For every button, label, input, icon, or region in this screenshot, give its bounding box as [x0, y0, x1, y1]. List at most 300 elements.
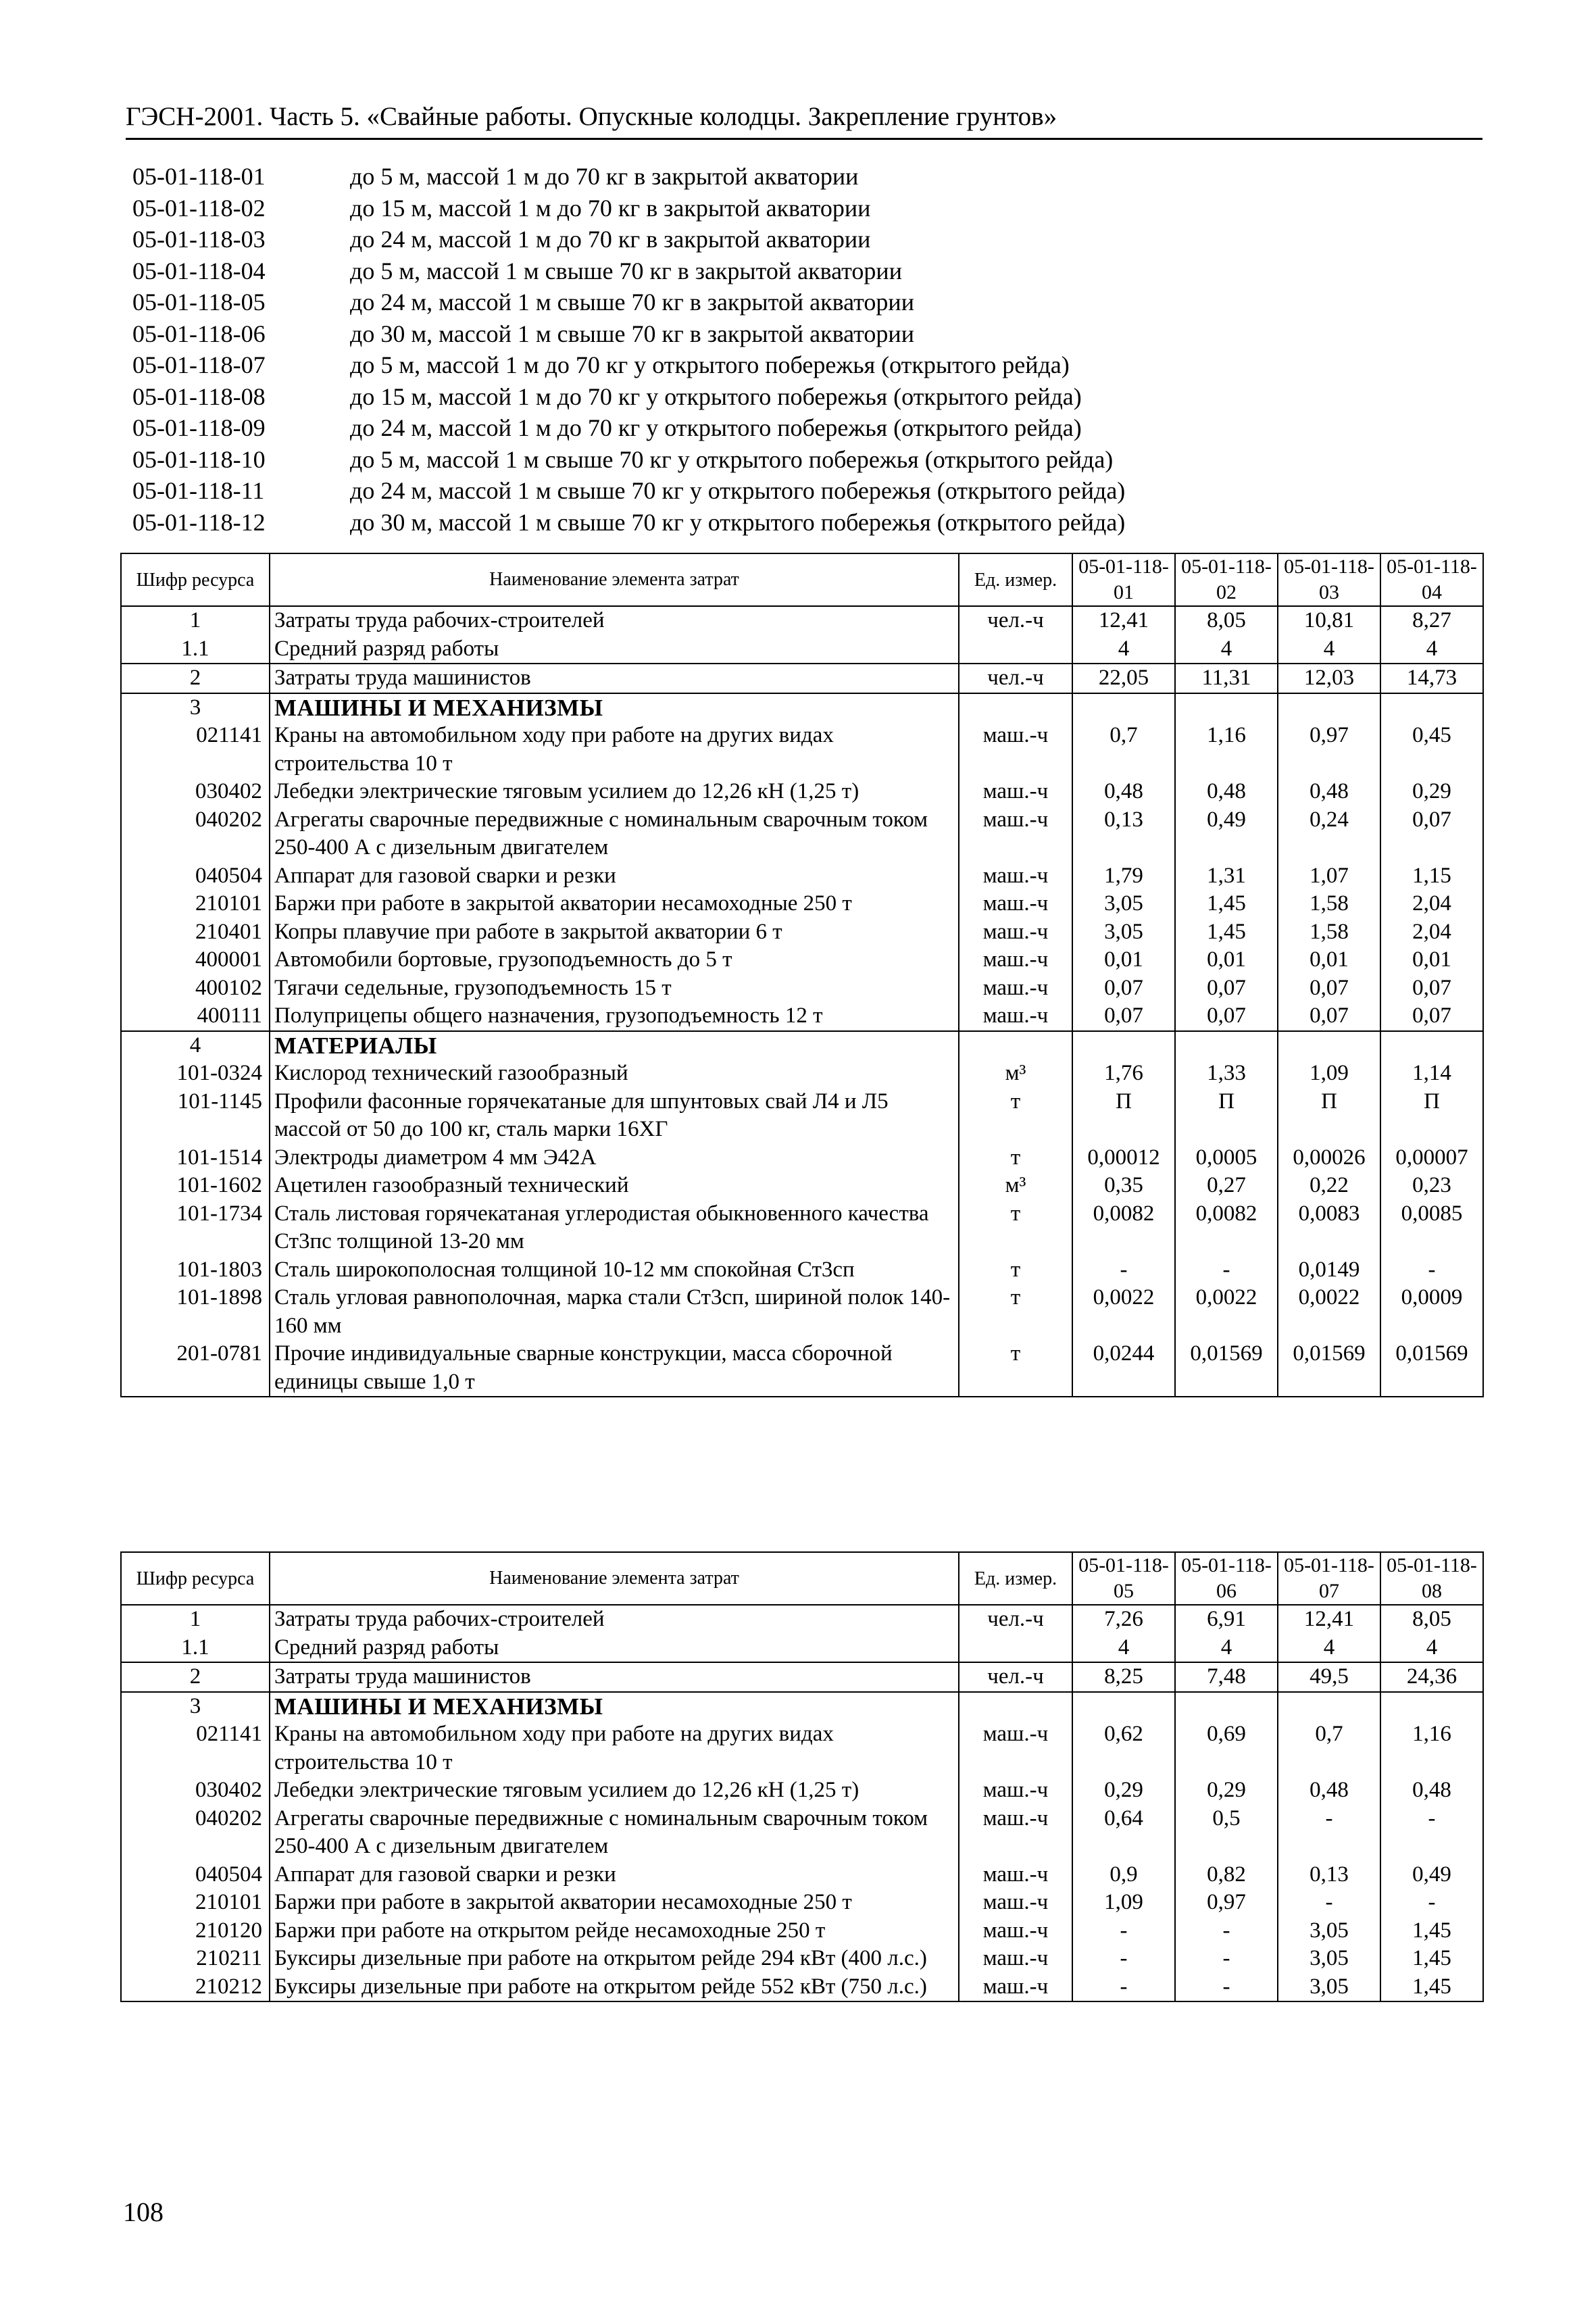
resource-unit: маш.-ч — [959, 1776, 1072, 1805]
resource-value: 8,27 — [1380, 606, 1483, 635]
resource-value: - — [1175, 1973, 1278, 2002]
resource-value: 4 — [1072, 635, 1175, 664]
resource-value: 0,64 — [1072, 1805, 1175, 1861]
table-row — [121, 693, 1483, 722]
resource-value: 0,07 — [1175, 1002, 1278, 1031]
header-code: Шифр ресурса — [121, 1552, 270, 1605]
resource-value: 7,48 — [1175, 1662, 1278, 1692]
code-number: 05-01-118-02 — [132, 194, 266, 222]
resource-code: 400102 — [121, 974, 270, 1003]
table-row — [121, 778, 1483, 806]
code-list-item — [132, 475, 1416, 507]
resource-unit: м³ — [959, 1060, 1072, 1088]
resource-unit: маш.-ч — [959, 1720, 1072, 1776]
resource-value: 1,76 — [1072, 1060, 1175, 1088]
resource-unit: т — [959, 1284, 1072, 1340]
code-list-item — [132, 507, 1416, 539]
resource-value: 49,5 — [1278, 1662, 1380, 1692]
resource-value: 0,49 — [1175, 806, 1278, 862]
code-description: до 5 м, массой 1 м до 70 кг у открытого побережья (открытого рейда) — [350, 351, 1070, 378]
resource-table-2 — [120, 1551, 1484, 2002]
header-column: 05-01-118-08 — [1380, 1552, 1483, 1605]
resource-code: 2 — [121, 664, 270, 693]
resource-value: 0,0022 — [1072, 1284, 1175, 1340]
resource-value: 22,05 — [1072, 664, 1175, 693]
table-row — [121, 1605, 1483, 1634]
resource-code: 101-1514 — [121, 1144, 270, 1172]
resource-value: 0,9 — [1072, 1861, 1175, 1889]
code-description: до 5 м, массой 1 м свыше 70 кг в закрытой акватории — [350, 257, 902, 284]
resource-value: 1,16 — [1380, 1720, 1483, 1776]
resource-value: 1,45 — [1380, 1945, 1483, 1973]
resource-code: 3 — [121, 693, 270, 722]
resource-value: 4 — [1175, 635, 1278, 664]
resource-unit — [959, 1634, 1072, 1663]
code-number: 05-01-118-12 — [132, 508, 266, 536]
resource-value: 0,07 — [1278, 974, 1380, 1003]
resource-value: 0,07 — [1380, 806, 1483, 862]
resource-value — [1072, 693, 1175, 722]
header-column: 05-01-118-02 — [1175, 553, 1278, 606]
table-row — [121, 1945, 1483, 1973]
resource-value: 0,35 — [1072, 1172, 1175, 1200]
resource-value: 0,01 — [1278, 946, 1380, 974]
resource-unit: чел.-ч — [959, 606, 1072, 635]
resource-unit: т — [959, 1200, 1072, 1256]
resource-value: 0,13 — [1278, 1861, 1380, 1889]
resource-code: 101-1734 — [121, 1200, 270, 1256]
code-description: до 30 м, массой 1 м свыше 70 кг в закрытой акватории — [350, 320, 914, 347]
resource-value: 0,0005 — [1175, 1144, 1278, 1172]
resource-value: 1,16 — [1175, 722, 1278, 778]
resource-value: 3,05 — [1278, 1973, 1380, 2002]
code-description: до 24 м, массой 1 м до 70 кг в закрытой акватории — [350, 226, 871, 253]
resource-code: 201-0781 — [121, 1340, 270, 1397]
code-description: до 15 м, массой 1 м до 70 кг в закрытой акватории — [350, 194, 871, 222]
resource-code: 040202 — [121, 1805, 270, 1861]
resource-value: - — [1278, 1805, 1380, 1861]
resource-value: 0,01569 — [1175, 1340, 1278, 1397]
code-list-item — [132, 381, 1416, 413]
resource-name: Кислород технический газообразный — [270, 1060, 959, 1088]
code-description: до 15 м, массой 1 м до 70 кг у открытого побережья (открытого рейда) — [350, 382, 1082, 410]
resource-value: 0,69 — [1175, 1720, 1278, 1776]
resource-name: Агрегаты сварочные передвижные с номинальным сварочным током 250-400 А с дизельным двигателем — [270, 806, 959, 862]
code-list-item — [132, 444, 1416, 476]
resource-name: Баржи при работе в закрытой акватории несамоходные 250 т — [270, 890, 959, 918]
resource-value: - — [1175, 1256, 1278, 1285]
resource-value: 24,36 — [1380, 1662, 1483, 1692]
code-list-item — [132, 318, 1416, 350]
resource-value: 3,05 — [1072, 890, 1175, 918]
resource-value: 0,7 — [1072, 722, 1175, 778]
table-row — [121, 890, 1483, 918]
resource-value: П — [1380, 1088, 1483, 1144]
resource-unit — [959, 635, 1072, 664]
resource-value: 0,48 — [1278, 778, 1380, 806]
resource-code: 210401 — [121, 918, 270, 947]
resource-code: 101-1145 — [121, 1088, 270, 1144]
resource-unit: маш.-ч — [959, 974, 1072, 1003]
code-number: 05-01-118-07 — [132, 351, 266, 378]
resource-code: 1 — [121, 1605, 270, 1634]
resource-unit: т — [959, 1088, 1072, 1144]
table-row — [121, 1088, 1483, 1144]
table-row — [121, 1662, 1483, 1692]
resource-value — [1278, 1692, 1380, 1721]
resource-unit: маш.-ч — [959, 1889, 1072, 1917]
resource-table-1 — [120, 553, 1484, 1397]
resource-value — [1072, 1031, 1175, 1060]
resource-name: Лебедки электрические тяговым усилием до 12,26 кН (1,25 т) — [270, 1776, 959, 1805]
resource-code: 101-1898 — [121, 1284, 270, 1340]
resource-code: 101-0324 — [121, 1060, 270, 1088]
resource-value: - — [1278, 1889, 1380, 1917]
resource-value: П — [1072, 1088, 1175, 1144]
header-unit: Ед. измер. — [959, 553, 1072, 606]
resource-value — [1380, 693, 1483, 722]
code-number: 05-01-118-06 — [132, 320, 266, 347]
resource-value: 3,05 — [1278, 1945, 1380, 1973]
table-row — [121, 1172, 1483, 1200]
resource-value: 0,0149 — [1278, 1256, 1380, 1285]
resource-value: - — [1380, 1889, 1483, 1917]
resource-value: 1,45 — [1380, 1973, 1483, 2002]
resource-value: 4 — [1278, 1634, 1380, 1663]
code-description: до 5 м, массой 1 м свыше 70 кг у открытого побережья (открытого рейда) — [350, 445, 1114, 473]
resource-code: 4 — [121, 1031, 270, 1060]
resource-value: 0,00026 — [1278, 1144, 1380, 1172]
resource-value — [1278, 693, 1380, 722]
resource-name: Средний разряд работы — [270, 635, 959, 664]
table-row — [121, 1889, 1483, 1917]
resource-value: 0,23 — [1380, 1172, 1483, 1200]
code-list-item — [132, 255, 1416, 287]
resource-value: 4 — [1278, 635, 1380, 664]
resource-name: Прочие индивидуальные сварные конструкции, масса сборочной единицы свыше 1,0 т — [270, 1340, 959, 1397]
resource-value: 0,0083 — [1278, 1200, 1380, 1256]
resource-code: 210120 — [121, 1917, 270, 1945]
resource-name: Буксиры дизельные при работе на открытом рейде 552 кВт (750 л.с.) — [270, 1973, 959, 2002]
resource-name: Ацетилен газообразный технический — [270, 1172, 959, 1200]
resource-value: 10,81 — [1278, 606, 1380, 635]
resource-code: 040202 — [121, 806, 270, 862]
resource-value: 0,27 — [1175, 1172, 1278, 1200]
resource-name: Баржи при работе на открытом рейде несамоходные 250 т — [270, 1917, 959, 1945]
resource-value: 1,15 — [1380, 862, 1483, 891]
code-description: до 24 м, массой 1 м свыше 70 кг у открытого побережья (открытого рейда) — [350, 477, 1126, 504]
resource-name: Тягачи седельные, грузоподъемность 15 т — [270, 974, 959, 1003]
resource-value: П — [1175, 1088, 1278, 1144]
resource-value: 0,48 — [1278, 1776, 1380, 1805]
resource-name: Средний разряд работы — [270, 1634, 959, 1663]
table-row — [121, 1805, 1483, 1861]
resource-value: 12,03 — [1278, 664, 1380, 693]
resource-value: 4 — [1175, 1634, 1278, 1663]
resource-value: 1,14 — [1380, 1060, 1483, 1088]
resource-unit — [959, 1692, 1072, 1721]
code-list-item — [132, 224, 1416, 255]
resource-value: 0,97 — [1278, 722, 1380, 778]
resource-value: 0,07 — [1072, 1002, 1175, 1031]
code-list-item — [132, 412, 1416, 444]
resource-value: 1,33 — [1175, 1060, 1278, 1088]
resource-name: Сталь широкополосная толщиной 10-12 мм спокойная Ст3сп — [270, 1256, 959, 1285]
resource-value — [1278, 1031, 1380, 1060]
header-name: Наименование элемента затрат — [270, 1552, 959, 1605]
resource-value: 7,26 — [1072, 1605, 1175, 1634]
resource-unit: маш.-ч — [959, 1002, 1072, 1031]
table-row — [121, 635, 1483, 664]
code-list — [132, 161, 1416, 538]
resource-unit: м³ — [959, 1172, 1072, 1200]
resource-code: 210212 — [121, 1973, 270, 2002]
resource-name: Копры плавучие при работе в закрытой акватории 6 т — [270, 918, 959, 947]
resource-value: 2,04 — [1380, 890, 1483, 918]
resource-name: Краны на автомобильном ходу при работе на других видах строительства 10 т — [270, 722, 959, 778]
resource-value: 0,00007 — [1380, 1144, 1483, 1172]
resource-value: 8,25 — [1072, 1662, 1175, 1692]
code-description: до 24 м, массой 1 м до 70 кг у открытого побережья (открытого рейда) — [350, 414, 1082, 441]
resource-name: МАТЕРИАЛЫ — [270, 1031, 959, 1060]
resource-name: Затраты труда машинистов — [270, 664, 959, 693]
resource-value: 0,0244 — [1072, 1340, 1175, 1397]
table-row — [121, 664, 1483, 693]
resource-value: 0,5 — [1175, 1805, 1278, 1861]
resource-code: 101-1803 — [121, 1256, 270, 1285]
resource-value: 1,79 — [1072, 862, 1175, 891]
table-row — [121, 1002, 1483, 1031]
resource-value: 1,07 — [1278, 862, 1380, 891]
resource-value: 0,24 — [1278, 806, 1380, 862]
resource-code: 1.1 — [121, 1634, 270, 1663]
resource-value: - — [1072, 1917, 1175, 1945]
table-row — [121, 946, 1483, 974]
resource-unit — [959, 1031, 1072, 1060]
resource-value: 0,0085 — [1380, 1200, 1483, 1256]
code-number: 05-01-118-11 — [132, 477, 265, 504]
resource-value: 11,31 — [1175, 664, 1278, 693]
resource-value: 1,45 — [1380, 1917, 1483, 1945]
resource-value — [1380, 1031, 1483, 1060]
code-number: 05-01-118-08 — [132, 382, 266, 410]
resource-unit: чел.-ч — [959, 1605, 1072, 1634]
resource-value: - — [1072, 1945, 1175, 1973]
table-row — [121, 1917, 1483, 1945]
table-row — [121, 722, 1483, 778]
table-row — [121, 974, 1483, 1003]
resource-value: - — [1072, 1256, 1175, 1285]
resource-code: 021141 — [121, 722, 270, 778]
table-row — [121, 1200, 1483, 1256]
resource-value: 0,00012 — [1072, 1144, 1175, 1172]
resource-value: 0,48 — [1175, 778, 1278, 806]
code-number: 05-01-118-03 — [132, 226, 266, 253]
resource-value — [1175, 1692, 1278, 1721]
code-description: до 24 м, массой 1 м свыше 70 кг в закрытой акватории — [350, 289, 914, 316]
header-code: Шифр ресурса — [121, 553, 270, 606]
table-row — [121, 806, 1483, 862]
resource-value: 1,58 — [1278, 890, 1380, 918]
resource-value: 12,41 — [1072, 606, 1175, 635]
resource-code: 030402 — [121, 778, 270, 806]
header-column: 05-01-118-03 — [1278, 553, 1380, 606]
resource-value: 0,22 — [1278, 1172, 1380, 1200]
resource-value: 0,97 — [1175, 1889, 1278, 1917]
resource-unit: маш.-ч — [959, 918, 1072, 947]
resource-code: 210211 — [121, 1945, 270, 1973]
page-title: ГЭСН-2001. Часть 5. «Свайные работы. Опускные колодцы. Закрепление грунтов» — [126, 102, 1057, 131]
code-number: 05-01-118-01 — [132, 163, 266, 190]
resource-value: 0,62 — [1072, 1720, 1175, 1776]
resource-name: Затраты труда рабочих-строителей — [270, 1605, 959, 1634]
resource-value: 12,41 — [1278, 1605, 1380, 1634]
resource-unit: маш.-ч — [959, 862, 1072, 891]
resource-value: 1,45 — [1175, 918, 1278, 947]
page-number: 108 — [123, 2197, 164, 2227]
resource-unit: т — [959, 1256, 1072, 1285]
resource-value: 1,09 — [1072, 1889, 1175, 1917]
resource-unit: маш.-ч — [959, 778, 1072, 806]
resource-code: 101-1602 — [121, 1172, 270, 1200]
resource-value: 0,01 — [1175, 946, 1278, 974]
resource-value: 0,29 — [1380, 778, 1483, 806]
resource-name: Краны на автомобильном ходу при работе на других видах строительства 10 т — [270, 1720, 959, 1776]
resource-value: 0,45 — [1380, 722, 1483, 778]
resource-value: 0,13 — [1072, 806, 1175, 862]
code-number: 05-01-118-09 — [132, 414, 266, 441]
code-list-item — [132, 161, 1416, 193]
resource-value: 0,0022 — [1175, 1284, 1278, 1340]
resource-code: 040504 — [121, 1861, 270, 1889]
resource-value: 0,0082 — [1175, 1200, 1278, 1256]
resource-name: МАШИНЫ И МЕХАНИЗМЫ — [270, 693, 959, 722]
resource-unit: маш.-ч — [959, 806, 1072, 862]
table-row — [121, 918, 1483, 947]
resource-value: 8,05 — [1380, 1605, 1483, 1634]
resource-unit: чел.-ч — [959, 664, 1072, 693]
resource-name: Сталь листовая горячекатаная углеродистая обыкновенного качества Ст3пс толщиной 13-20 мм — [270, 1200, 959, 1256]
resource-name: Затраты труда рабочих-строителей — [270, 606, 959, 635]
resource-value: 0,7 — [1278, 1720, 1380, 1776]
resource-unit: маш.-ч — [959, 1805, 1072, 1861]
resource-value: 0,07 — [1380, 974, 1483, 1003]
resource-value: - — [1175, 1945, 1278, 1973]
resource-value: 0,49 — [1380, 1861, 1483, 1889]
resource-value: 0,0022 — [1278, 1284, 1380, 1340]
resource-value: 1,45 — [1175, 890, 1278, 918]
table-row — [121, 1973, 1483, 2002]
code-description: до 5 м, массой 1 м до 70 кг в закрытой акватории — [350, 163, 859, 190]
resource-name: Баржи при работе в закрытой акватории несамоходные 250 т — [270, 1889, 959, 1917]
header-unit: Ед. измер. — [959, 1552, 1072, 1605]
resource-unit — [959, 693, 1072, 722]
resource-value: П — [1278, 1088, 1380, 1144]
resource-value: 0,82 — [1175, 1861, 1278, 1889]
header-column: 05-01-118-04 — [1380, 553, 1483, 606]
resource-value: 3,05 — [1278, 1917, 1380, 1945]
resource-value — [1072, 1692, 1175, 1721]
resource-code: 030402 — [121, 1776, 270, 1805]
resource-value: - — [1072, 1973, 1175, 2002]
table-row — [121, 1060, 1483, 1088]
table-row — [121, 1634, 1483, 1663]
resource-value: 8,05 — [1175, 606, 1278, 635]
resource-name: Аппарат для газовой сварки и резки — [270, 862, 959, 891]
resource-value: 0,07 — [1380, 1002, 1483, 1031]
resource-code: 210101 — [121, 890, 270, 918]
resource-name: Профили фасонные горячекатаные для шпунтовых свай Л4 и Л5 массой от 50 до 100 кг, сталь марки 16ХГ — [270, 1088, 959, 1144]
resource-code: 400001 — [121, 946, 270, 974]
resource-value: 0,48 — [1380, 1776, 1483, 1805]
code-number: 05-01-118-05 — [132, 289, 266, 316]
resource-value: 1,09 — [1278, 1060, 1380, 1088]
resource-value: 0,29 — [1072, 1776, 1175, 1805]
code-number: 05-01-118-10 — [132, 445, 266, 473]
resource-value: - — [1380, 1256, 1483, 1285]
code-list-item — [132, 193, 1416, 224]
resource-name: Сталь угловая равнополочная, марка стали Ст3сп, шириной полок 140-160 мм — [270, 1284, 959, 1340]
resource-value: 0,29 — [1175, 1776, 1278, 1805]
resource-name: Агрегаты сварочные передвижные с номинальным сварочным током 250-400 А с дизельным двигателем — [270, 1805, 959, 1861]
resource-value: 4 — [1380, 635, 1483, 664]
table-row — [121, 1144, 1483, 1172]
resource-code: 021141 — [121, 1720, 270, 1776]
code-list-item — [132, 349, 1416, 381]
table-row — [121, 1720, 1483, 1776]
resource-unit: маш.-ч — [959, 946, 1072, 974]
resource-value: 4 — [1072, 1634, 1175, 1663]
resource-unit: чел.-ч — [959, 1662, 1072, 1692]
resource-unit: маш.-ч — [959, 890, 1072, 918]
resource-unit: маш.-ч — [959, 1917, 1072, 1945]
resource-code: 1.1 — [121, 635, 270, 664]
resource-value — [1175, 1031, 1278, 1060]
resource-code: 2 — [121, 1662, 270, 1692]
header-name: Наименование элемента затрат — [270, 553, 959, 606]
resource-name: Затраты труда машинистов — [270, 1662, 959, 1692]
resource-code: 1 — [121, 606, 270, 635]
resource-unit: т — [959, 1340, 1072, 1397]
resource-value: 0,48 — [1072, 778, 1175, 806]
resource-value: - — [1175, 1917, 1278, 1945]
resource-code: 400111 — [121, 1002, 270, 1031]
resource-value: 0,07 — [1175, 974, 1278, 1003]
resource-name: Электроды диаметром 4 мм Э42А — [270, 1144, 959, 1172]
resource-name: Буксиры дизельные при работе на открытом рейде 294 кВт (400 л.с.) — [270, 1945, 959, 1973]
resource-value: 4 — [1380, 1634, 1483, 1663]
resource-value: 0,07 — [1278, 1002, 1380, 1031]
resource-value: 6,91 — [1175, 1605, 1278, 1634]
resource-name: Лебедки электрические тяговым усилием до 12,26 кН (1,25 т) — [270, 778, 959, 806]
header-column: 05-01-118-07 — [1278, 1552, 1380, 1605]
resource-unit: маш.-ч — [959, 1945, 1072, 1973]
resource-name: Автомобили бортовые, грузоподъемность до 5 т — [270, 946, 959, 974]
table-row — [121, 862, 1483, 891]
table-row — [121, 1031, 1483, 1060]
table-row — [121, 1861, 1483, 1889]
resource-code: 3 — [121, 1692, 270, 1721]
resource-value: 1,58 — [1278, 918, 1380, 947]
table-row — [121, 1692, 1483, 1721]
header-column: 05-01-118-06 — [1175, 1552, 1278, 1605]
resource-value: 0,0009 — [1380, 1284, 1483, 1340]
resource-value: 0,0082 — [1072, 1200, 1175, 1256]
resource-value: 0,01 — [1380, 946, 1483, 974]
resource-unit: маш.-ч — [959, 1973, 1072, 2002]
resource-code: 210101 — [121, 1889, 270, 1917]
header-column: 05-01-118-05 — [1072, 1552, 1175, 1605]
